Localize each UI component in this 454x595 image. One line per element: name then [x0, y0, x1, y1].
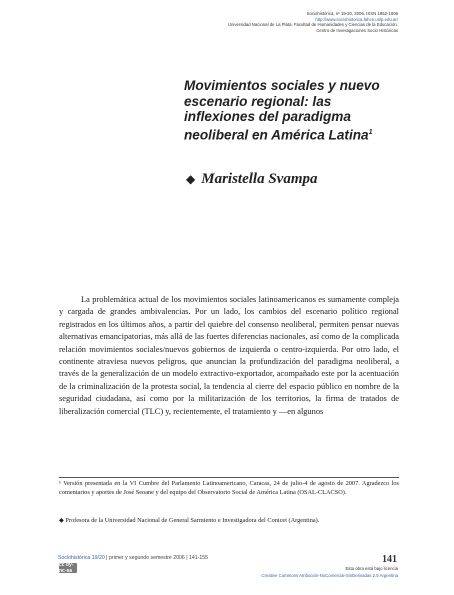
title-footnote-marker: 1	[368, 128, 373, 136]
footnote-author: ◆ Profesora de la Universidad Nacional de General Sarmiento e Investigadora del Conicet (Argentina).	[59, 517, 320, 524]
cc-license-badge-icon[interactable]	[59, 563, 77, 573]
footnote-divider	[59, 477, 399, 478]
header-center: Centro de Investigaciones Socio Históricas	[316, 27, 398, 33]
journal-header	[98, 11, 398, 33]
footer-issue: 19/20	[91, 555, 105, 561]
header-institution: Universidad Nacional de La Plata. Facultad de Humanidades y Ciencias de la Educación.	[227, 22, 398, 28]
author-line	[186, 171, 416, 188]
author-name: Maristella Svampa	[201, 171, 318, 187]
cc-badge-label: cc by-nc-sa	[59, 562, 74, 574]
footer-journal-name: Sociohistórica	[58, 555, 91, 561]
article-title	[184, 78, 394, 143]
title-line: neoliberal en América Latina	[184, 127, 369, 143]
footer-details: | primer y segundo semestre 2006 | 141-155	[104, 555, 209, 561]
license-link[interactable]: Creative Commons Atribución-NoComercial-SinDerivadas 2.5 Argentina	[261, 573, 398, 578]
license-note: Esta obra está bajo licencia	[345, 566, 398, 571]
title-line: Movimientos sociales y nuevo	[184, 78, 380, 93]
title-line: escenario regional: las	[184, 93, 332, 109]
header-url-link[interactable]: http://www.sociohistorica.fahce.unlp.edu.ar/	[315, 16, 398, 22]
author-marker-icon: ◆	[186, 172, 196, 186]
footer-journal-info	[58, 555, 208, 561]
title-line: inflexiones del paradigma	[184, 109, 351, 125]
page-number: 141	[382, 554, 397, 565]
header-citation: Sociohistórica, nº 19-20, 2006. ISSN 1852-1606	[306, 11, 398, 16]
body-text	[59, 294, 399, 418]
footnote-1: ¹ Versión presentada en la VI Cumbre del Parlamento Latinoamericano, Caracas, 24 de julio-4 de agosto de 2007. Agradezco los comentarios y aportes de José Seoane y del equipo del Observatorio Social de América Latina (OSAL-CLACSO).	[59, 480, 399, 496]
body-paragraph: La problemática actual de los movimientos sociales latinoamericanos es sumamente compleja y cargada de grandes ambivalencias. Por un lado, los cambios del escenario político regional registrados en los últimos años, a partir del quiebre del consenso neoliberal, permiten pensar nuevas alternativas emancipatorias, más allá de las fuertes diferencias nacionales, así como de la complicada relación movimientos sociales/nuevos gobiernos de izquierda o centro-izquierda. Por otro lado, el continente atraviesa nuevos peligros, que anuncian la profundización del paradigma neoliberal, a través de la generalización de un modelo extractivo-exportador, acompañado este por la acentuación de la criminalización de la protesta social, la tendencia al cierre del espacio público en nombre de la seguridad ciudadana, así como por la militarización de los territorios, la firma de tratados de liberalización comercial (TLC) y, recientemente, el tratamiento y —en algunos	[59, 295, 399, 416]
